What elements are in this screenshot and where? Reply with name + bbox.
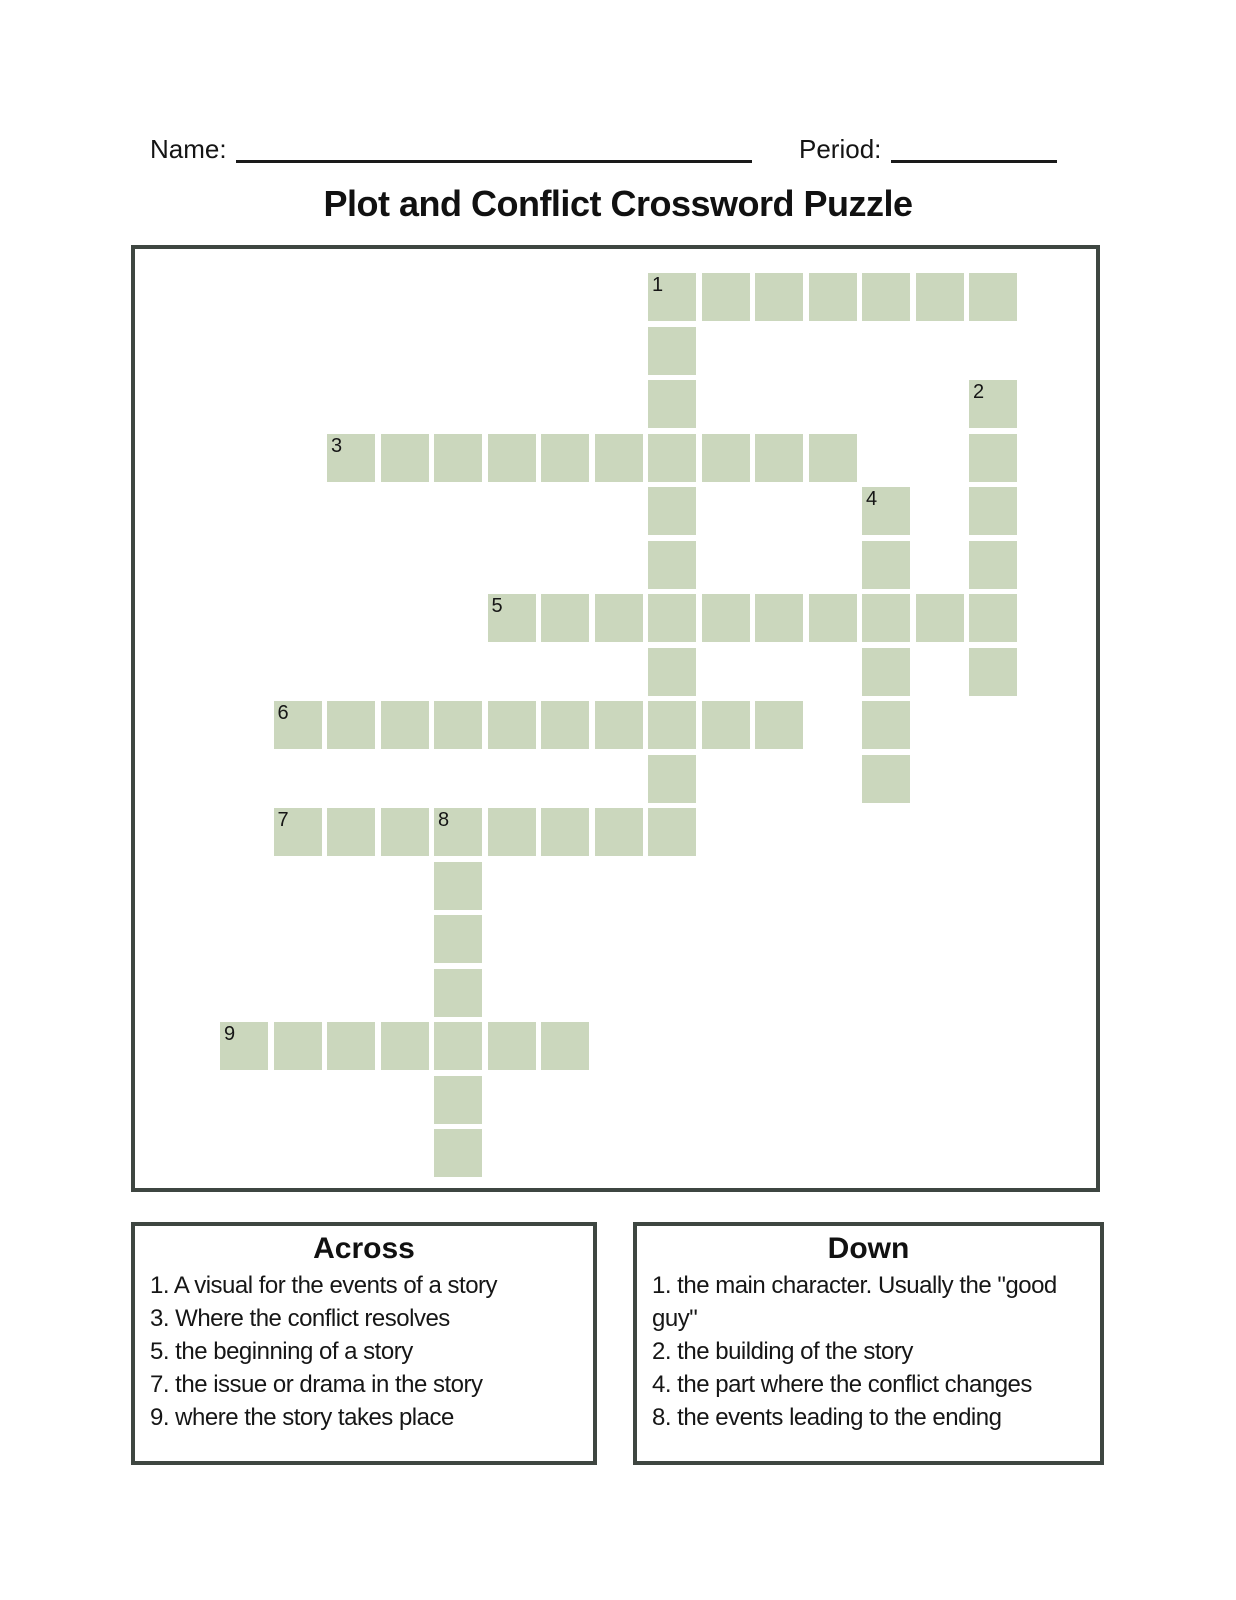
grid-cell bbox=[488, 434, 536, 482]
grid-cell bbox=[809, 434, 857, 482]
grid-cell bbox=[488, 808, 536, 856]
grid-cell bbox=[434, 1076, 482, 1124]
grid-cell bbox=[595, 434, 643, 482]
down-clue-1: 1. the main character. Usually the "good guy" bbox=[652, 1272, 1057, 1332]
grid-cell bbox=[702, 273, 750, 321]
grid-cell bbox=[969, 380, 1017, 428]
across-clue-9: 9. where the story takes place bbox=[150, 1404, 454, 1431]
grid-cell bbox=[648, 434, 696, 482]
grid-cell bbox=[381, 808, 429, 856]
across-clue-5: 5. the beginning of a story bbox=[150, 1338, 413, 1365]
grid-cell bbox=[702, 434, 750, 482]
grid-cell bbox=[862, 594, 910, 642]
grid-cell bbox=[969, 434, 1017, 482]
grid-cell bbox=[541, 594, 589, 642]
down-clue-8: 8. the events leading to the ending bbox=[652, 1404, 1002, 1431]
grid-cell bbox=[595, 808, 643, 856]
grid-cell bbox=[862, 701, 910, 749]
grid-cell bbox=[595, 594, 643, 642]
cell-number: 3 bbox=[331, 434, 343, 457]
period-underline bbox=[891, 160, 1057, 163]
cell-number: 2 bbox=[973, 381, 985, 403]
grid-cell bbox=[916, 594, 964, 642]
down-clue-2: 2. the building of the story bbox=[652, 1338, 913, 1365]
across-clue-7: 7. the issue or drama in the story bbox=[150, 1371, 483, 1398]
grid-cell bbox=[755, 594, 803, 642]
grid-cell bbox=[327, 434, 375, 482]
grid-cell bbox=[648, 594, 696, 642]
grid-cell bbox=[862, 648, 910, 696]
grid-cell bbox=[648, 327, 696, 375]
grid-cell bbox=[648, 380, 696, 428]
page-title: Plot and Conflict Crossword Puzzle bbox=[323, 183, 913, 224]
period-label: Period: bbox=[799, 134, 882, 164]
grid-cell bbox=[648, 648, 696, 696]
across-clue-3: 3. Where the conflict resolves bbox=[150, 1305, 450, 1332]
grid-cell bbox=[434, 969, 482, 1017]
grid-cell bbox=[541, 701, 589, 749]
grid-cell bbox=[755, 701, 803, 749]
down-clue-list bbox=[637, 1267, 1100, 1434]
grid-cell bbox=[434, 1022, 482, 1070]
grid-cell bbox=[595, 701, 643, 749]
grid-cell bbox=[969, 273, 1017, 321]
grid-cell bbox=[648, 755, 696, 803]
grid-cell bbox=[862, 755, 910, 803]
across-clue-list bbox=[135, 1267, 593, 1434]
grid-cell bbox=[488, 1022, 536, 1070]
name-label: Name: bbox=[150, 134, 227, 164]
grid-cell bbox=[327, 808, 375, 856]
grid-cell bbox=[327, 1022, 375, 1070]
grid-cell bbox=[381, 701, 429, 749]
grid-cell bbox=[381, 1022, 429, 1070]
grid-cell bbox=[434, 434, 482, 482]
across-clue-box bbox=[131, 1222, 597, 1465]
grid-cell bbox=[434, 915, 482, 963]
cell-number: 4 bbox=[866, 488, 878, 510]
down-clue-box bbox=[633, 1222, 1104, 1465]
grid-cell bbox=[541, 434, 589, 482]
grid-cell bbox=[702, 701, 750, 749]
grid-cell bbox=[541, 808, 589, 856]
grid-cell bbox=[220, 1022, 268, 1070]
grid-cell bbox=[648, 541, 696, 589]
cell-number: 7 bbox=[277, 809, 289, 831]
grid-cell bbox=[434, 1129, 482, 1177]
grid-cell bbox=[648, 808, 696, 856]
grid-cell bbox=[969, 648, 1017, 696]
grid-cell bbox=[755, 273, 803, 321]
across-title: Across bbox=[313, 1232, 415, 1265]
grid-cell bbox=[969, 594, 1017, 642]
cell-number: 5 bbox=[491, 595, 503, 617]
grid-cell bbox=[702, 594, 750, 642]
down-title: Down bbox=[827, 1232, 910, 1265]
cell-number: 1 bbox=[652, 274, 664, 296]
grid-cell bbox=[862, 273, 910, 321]
grid-cell bbox=[274, 808, 322, 856]
grid-cell bbox=[648, 487, 696, 535]
grid-cell bbox=[809, 594, 857, 642]
grid-cell bbox=[862, 487, 910, 535]
grid-cell bbox=[488, 594, 536, 642]
grid-cell bbox=[862, 541, 910, 589]
cell-number: 6 bbox=[277, 702, 289, 724]
grid-cell bbox=[434, 701, 482, 749]
grid-cell bbox=[969, 487, 1017, 535]
name-underline bbox=[236, 160, 752, 163]
grid-cell bbox=[488, 701, 536, 749]
grid-cell bbox=[648, 701, 696, 749]
grid-cell bbox=[648, 273, 696, 321]
cell-number: 9 bbox=[224, 1023, 236, 1045]
down-clue-4: 4. the part where the conflict changes bbox=[652, 1371, 1032, 1398]
grid-cell bbox=[327, 701, 375, 749]
grid-cell bbox=[755, 434, 803, 482]
grid-cell bbox=[434, 808, 482, 856]
grid-cell bbox=[274, 701, 322, 749]
grid-cell bbox=[274, 1022, 322, 1070]
grid-cell bbox=[969, 541, 1017, 589]
cell-number: 8 bbox=[438, 809, 450, 831]
crossword-grid bbox=[131, 245, 1100, 1192]
grid-cell bbox=[381, 434, 429, 482]
grid-cell bbox=[809, 273, 857, 321]
grid-cell bbox=[434, 862, 482, 910]
grid-cell bbox=[916, 273, 964, 321]
across-clue-1: 1. A visual for the events of a story bbox=[150, 1272, 498, 1299]
grid-cell bbox=[541, 1022, 589, 1070]
